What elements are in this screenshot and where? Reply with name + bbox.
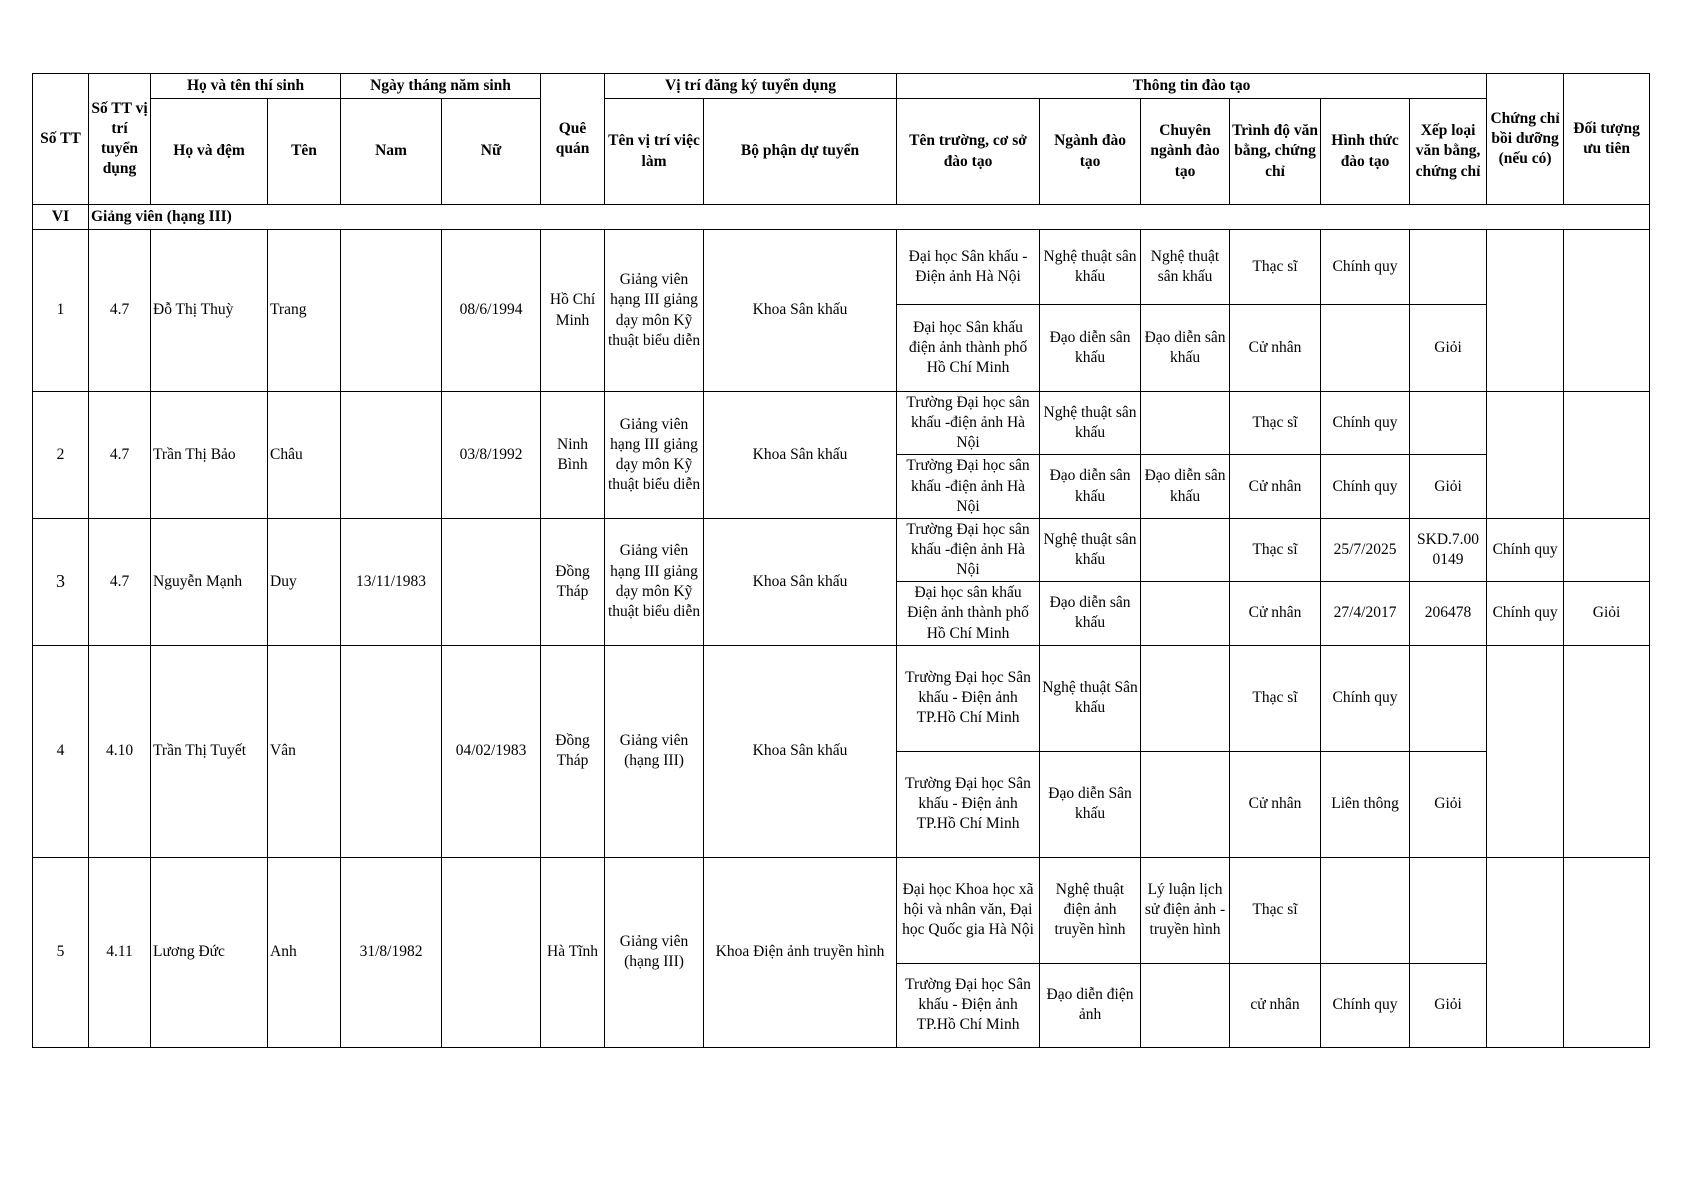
cell-chuyen [1141,751,1230,857]
cell-nam: 31/8/1982 [341,857,442,1047]
cell-truong: Trường Đại học sân khấu -điện ảnh Hà Nội [897,392,1040,455]
cell-chungchi [1487,645,1564,857]
cell-trinh: Thạc sĩ [1230,392,1321,455]
section-title: Giảng viên (hạng III) [89,205,1650,230]
table-row [33,518,1650,581]
header-hoten-group: Họ và tên thí sinh [151,74,341,99]
cell-trinh: Thạc sĩ [1230,857,1321,963]
cell-xep [1410,392,1487,455]
cell-nu: 04/02/1983 [442,645,541,857]
cell-chuyen [1141,392,1230,455]
cell-chuyen [1141,582,1230,645]
cell-nganh: Đạo diễn sân khấu [1040,455,1141,518]
header-stt: Số TT [33,74,89,205]
cell-trinh: Thạc sĩ [1230,518,1321,581]
cell-trinh: Thạc sĩ [1230,645,1321,751]
cell-hinh: Chính quy [1321,455,1410,518]
cell-xep: Giỏi [1410,963,1487,1047]
cell-vitri: 4.7 [89,392,151,519]
cell-ten: Duy [268,518,341,645]
cell-bo-phan: Khoa Sân khấu [704,392,897,519]
cell-hinh [1321,857,1410,963]
cell-stt: 5 [33,857,89,1047]
header-ngaysinh-group: Ngày tháng năm sinh [341,74,541,99]
cell-truong: Trường Đại học sân khấu -điện ảnh Hà Nội [897,455,1040,518]
header-ten-truong: Tên trường, cơ sở đào tạo [897,99,1040,205]
header-stt-vitri: Số TT vị trí tuyển dụng [89,74,151,205]
cell-chungchi: Chính quy [1487,518,1564,581]
cell-nam [341,230,442,392]
cell-truong: Trường Đại học Sân khấu - Điện ảnh TP.Hồ Chí Minh [897,963,1040,1047]
cell-ten: Anh [268,857,341,1047]
cell-nganh: Nghệ thuật sân khấu [1040,230,1141,305]
cell-chungchi [1487,857,1564,1047]
header-hinh-thuc: Hình thức đào tạo [1321,99,1410,205]
cell-hinh: Liên thông [1321,751,1410,857]
cell-ten-vitri: Giảng viên hạng III giảng dạy môn Kỹ thuật biểu diễn [605,392,704,519]
cell-chuyen: Đạo diễn sân khấu [1141,305,1230,392]
cell-truong: Đại học Sân khấu - Điện ảnh Hà Nội [897,230,1040,305]
cell-trinh: Thạc sĩ [1230,230,1321,305]
cell-xep: Giỏi [1410,455,1487,518]
cell-ten: Trang [268,230,341,392]
cell-chuyen: Nghệ thuật sân khấu [1141,230,1230,305]
table-row [33,230,1650,305]
section-code: VI [33,205,89,230]
cell-nganh: Đạo diễn sân khấu [1040,305,1141,392]
cell-hinh: Chính quy [1321,392,1410,455]
header-ten-vitri: Tên vị trí việc làm [605,99,704,205]
cell-chuyen: Lý luận lịch sử điện ảnh - truyền hình [1141,857,1230,963]
cell-nganh: Nghệ thuật điện ảnh truyền hình [1040,857,1141,963]
header-trinh-do: Trình độ văn bằng, chứng chỉ [1230,99,1321,205]
cell-nganh: Đạo diễn điện ảnh [1040,963,1141,1047]
cell-bo-phan: Khoa Sân khấu [704,645,897,857]
cell-ten-vitri: Giảng viên hạng III giảng dạy môn Kỹ thuật biểu diễn [605,230,704,392]
table-row [33,645,1650,751]
cell-nganh: Đạo diễn sân khấu [1040,582,1141,645]
cell-doituong [1564,392,1650,519]
cell-nam [341,645,442,857]
header-vitri-group: Vị trí đăng ký tuyển dụng [605,74,897,99]
header-bo-phan: Bộ phận dự tuyển [704,99,897,205]
header-daotao-group: Thông tin đào tạo [897,74,1487,99]
cell-chuyen [1141,645,1230,751]
header-chung-chi: Chứng chỉ bồi dưỡng (nếu có) [1487,74,1564,205]
cell-trinh: Cử nhân [1230,455,1321,518]
cell-doituong [1564,518,1650,581]
cell-doituong [1564,857,1650,1047]
cell-nganh: Đạo diễn Sân khấu [1040,751,1141,857]
cell-nu [442,518,541,645]
header-que-quan: Quê quán [541,74,605,205]
cell-trinh: Cử nhân [1230,582,1321,645]
cell-bo-phan: Khoa Sân khấu [704,518,897,645]
cell-stt: 4 [33,645,89,857]
cell-nganh: Nghệ thuật Sân khấu [1040,645,1141,751]
cell-ho-dem: Trần Thị Bảo [151,392,268,519]
cell-chuyen [1141,518,1230,581]
cell-ten: Vân [268,645,341,857]
cell-bo-phan: Khoa Sân khấu [704,230,897,392]
header-nu: Nữ [442,99,541,205]
cell-hinh: Chính quy [1321,230,1410,305]
header-ho-dem: Họ và đệm [151,99,268,205]
cell-que: Hà Tĩnh [541,857,605,1047]
cell-truong: Đại học Khoa học xã hội và nhân văn, Đại học Quốc gia Hà Nội [897,857,1040,963]
cell-bo-phan: Khoa Điện ảnh truyền hình [704,857,897,1047]
cell-ho-dem: Nguyễn Mạnh [151,518,268,645]
cell-hinh: 27/4/2017 [1321,582,1410,645]
cell-truong: Trường Đại học Sân khấu - Điện ảnh TP.Hồ Chí Minh [897,751,1040,857]
cell-truong: Trường Đại học Sân khấu - Điện ảnh TP.Hồ Chí Minh [897,645,1040,751]
cell-trinh: Cử nhân [1230,305,1321,392]
cell-nam: 13/11/1983 [341,518,442,645]
cell-trinh: cử nhân [1230,963,1321,1047]
cell-xep: Giỏi [1410,751,1487,857]
cell-trinh: Cử nhân [1230,751,1321,857]
cell-vitri: 4.7 [89,518,151,645]
cell-truong: Trường Đại học sân khấu -điện ảnh Hà Nội [897,518,1040,581]
cell-nganh: Nghệ thuật sân khấu [1040,392,1141,455]
cell-nu [442,857,541,1047]
header-nganh: Ngành đào tạo [1040,99,1141,205]
cell-ten: Châu [268,392,341,519]
cell-stt: 1 [33,230,89,392]
cell-nu: 08/6/1994 [442,230,541,392]
cell-ho-dem: Lương Đức [151,857,268,1047]
cell-hinh: Chính quy [1321,963,1410,1047]
cell-xep: SKD.7.00 0149 [1410,518,1487,581]
candidate-table [32,73,1650,1048]
cell-ten-vitri: Giảng viên hạng III giảng dạy môn Kỹ thuật biểu diễn [605,518,704,645]
cell-ten-vitri: Giảng viên (hạng III) [605,857,704,1047]
cell-truong: Đại học Sân khấu điện ảnh thành phố Hồ Chí Minh [897,305,1040,392]
cell-nam [341,392,442,519]
cell-que: Đồng Tháp [541,518,605,645]
cell-ho-dem: Đỗ Thị Thuỳ [151,230,268,392]
cell-nganh: Nghệ thuật sân khấu [1040,518,1141,581]
table-row [33,857,1650,963]
cell-xep [1410,645,1487,751]
cell-chungchi [1487,230,1564,392]
cell-que: Đồng Tháp [541,645,605,857]
header-doi-tuong: Đối tượng ưu tiên [1564,74,1650,205]
header-nam: Nam [341,99,442,205]
cell-doituong [1564,230,1650,392]
cell-stt: 2 [33,392,89,519]
cell-ten-vitri: Giảng viên (hạng III) [605,645,704,857]
cell-chuyen [1141,963,1230,1047]
cell-que: Hồ Chí Minh [541,230,605,392]
cell-xep [1410,230,1487,305]
cell-truong: Đại học sân khấu Điện ảnh thành phố Hồ Chí Minh [897,582,1040,645]
cell-hinh [1321,305,1410,392]
cell-chuyen: Đạo diễn sân khấu [1141,455,1230,518]
cell-nu: 03/8/1992 [442,392,541,519]
cell-chungchi: Chính quy [1487,582,1564,645]
header-xep-loai: Xếp loại văn bằng, chứng chỉ [1410,99,1487,205]
section-row [33,205,1650,230]
cell-stt: 3 [33,518,89,645]
cell-ho-dem: Trần Thị Tuyết [151,645,268,857]
header-chuyen-nganh: Chuyên ngành đào tạo [1141,99,1230,205]
cell-doituong [1564,645,1650,857]
cell-doituong: Giỏi [1564,582,1650,645]
cell-vitri: 4.11 [89,857,151,1047]
cell-hinh: Chính quy [1321,645,1410,751]
cell-vitri: 4.7 [89,230,151,392]
cell-que: Ninh Bình [541,392,605,519]
header-ten: Tên [268,99,341,205]
cell-xep: 206478 [1410,582,1487,645]
cell-hinh: 25/7/2025 [1321,518,1410,581]
cell-chungchi [1487,392,1564,519]
cell-xep: Giỏi [1410,305,1487,392]
table-row [33,392,1650,455]
cell-vitri: 4.10 [89,645,151,857]
cell-xep [1410,857,1487,963]
